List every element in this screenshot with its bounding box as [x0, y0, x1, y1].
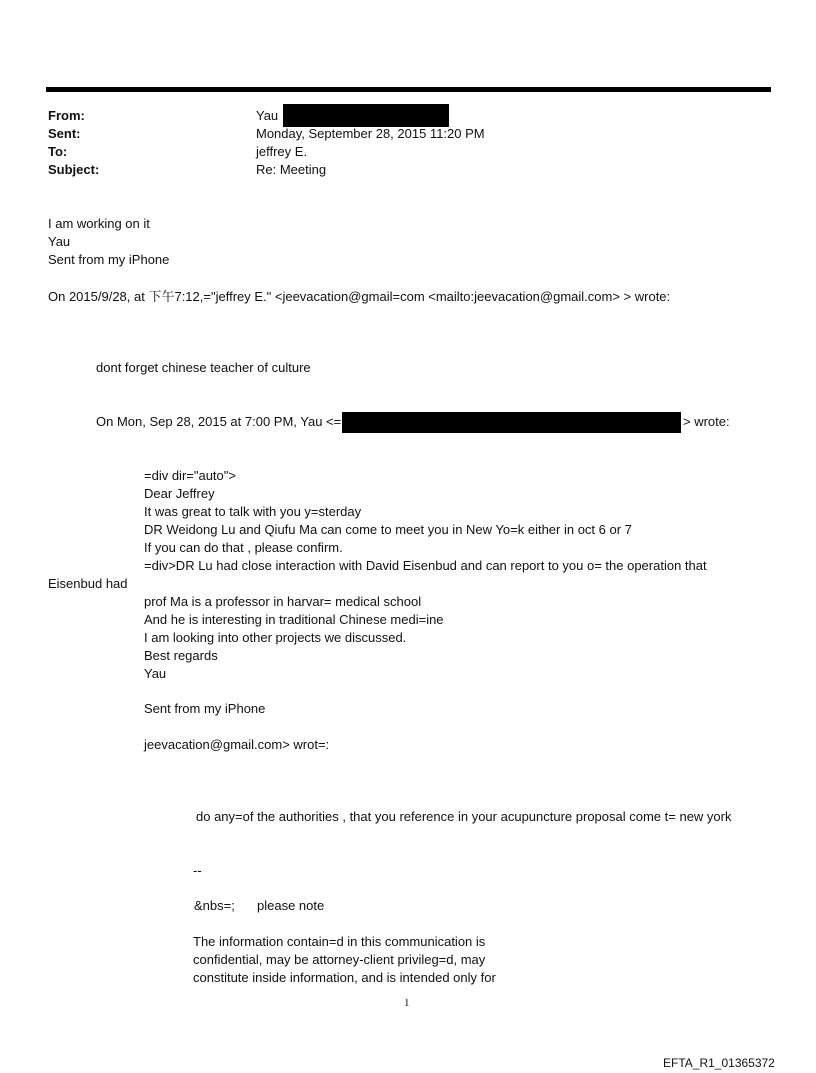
quote2-line: prof Ma is a professor in harvar= medical school [144, 594, 422, 609]
quote2-wrap: Eisenbud had [48, 576, 128, 591]
quote-intro: On 2015/9/28, at 下午7:12,="jeffrey E." <jeevacation@gmail=com <mailto:jeevacation@gmail.com> > wrote: [48, 289, 671, 304]
subject-value: Re: Meeting [256, 162, 327, 177]
quote1-text: dont forget chinese teacher of culture [96, 360, 311, 375]
redaction-box [342, 412, 681, 433]
quote2-sent-from: Sent from my iPhone [144, 701, 266, 716]
disclaimer-line: constitute inside information, and is intended only for [193, 970, 496, 985]
quote2-line: Best regards [144, 648, 218, 663]
document-id: EFTA_R1_01365372 [663, 1056, 775, 1070]
quote2-line: Yau [144, 666, 167, 681]
sent-label: Sent: [48, 126, 81, 141]
to-label: To: [48, 144, 68, 159]
to-value: jeffrey E. [256, 144, 308, 159]
signature-dashes: -- [193, 863, 202, 878]
subject-label: Subject: [48, 162, 100, 177]
reply-line: Yau [48, 234, 71, 249]
disclaimer-line: confidential, may be attorney-client privileg=d, may [193, 952, 486, 967]
nbsp-text: &nbs=; [194, 898, 235, 913]
header-rule [46, 87, 771, 92]
quote2-line: It was great to talk with you y=sterday [144, 504, 362, 519]
page-number: 1 [404, 997, 410, 1009]
quote1-intro: On Mon, Sep 28, 2015 at 7:00 PM, Yau <= [96, 414, 342, 429]
quote2-line: I am looking into other projects we discussed. [144, 630, 407, 645]
reply-line: I am working on it [48, 216, 150, 231]
quote2-line: =div dir="auto"> [144, 468, 236, 483]
quote1-intro-end: > wrote: [683, 414, 730, 429]
quote2-wrote-line: jeevacation@gmail.com> wrot=: [144, 737, 330, 752]
please-note: please note [257, 898, 325, 913]
from-value: Yau [256, 108, 279, 123]
redaction-box [283, 104, 449, 127]
quote2-line: =div>DR Lu had close interaction with David Eisenbud and can report to you o= the operation that [144, 558, 707, 573]
quote2-line: And he is interesting in traditional Chinese medi=ine [144, 612, 444, 627]
sent-value: Monday, September 28, 2015 11:20 PM [256, 126, 485, 141]
quote2-line: If you can do that , please confirm. [144, 540, 343, 555]
quote2-line: DR Weidong Lu and Qiufu Ma can come to meet you in New Yo=k either in oct 6 or 7 [144, 522, 632, 537]
disclaimer-line: The information contain=d in this communication is [193, 934, 486, 949]
quote3-text: do any=of the authorities , that you reference in your acupuncture proposal come t= new york [196, 809, 732, 824]
reply-line: Sent from my iPhone [48, 252, 170, 267]
from-label: From: [48, 108, 85, 123]
quote2-line: Dear Jeffrey [144, 486, 215, 501]
